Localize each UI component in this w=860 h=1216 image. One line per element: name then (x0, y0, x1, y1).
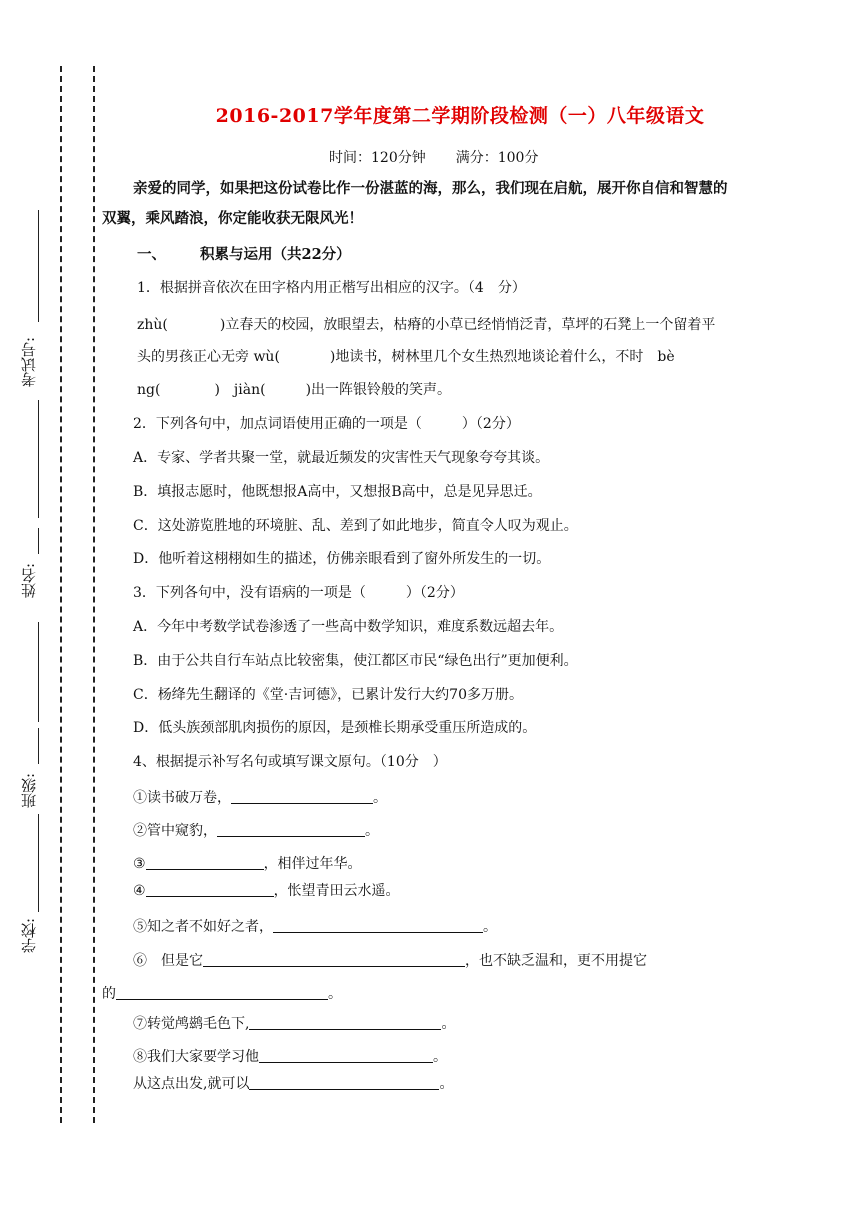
q2-option-b: B．填报志愿时，他既想报A高中，又想报B高中，总是见异思迁。 (133, 484, 542, 500)
q4-item-8-cont (133, 1073, 453, 1093)
q2-stem (133, 413, 520, 433)
exam-no-blank-lower[interactable] (38, 400, 39, 518)
q4-item-2 (133, 820, 379, 840)
q4-item-1 (133, 787, 387, 807)
q4-item-6-cont (102, 983, 342, 1003)
q4-item-1-blank[interactable] (231, 789, 373, 804)
q1-text-2: )地读书，树林里几个女生热烈地谈论着什么，不时 bè (329, 349, 675, 365)
q4-item-7 (133, 1013, 455, 1033)
q1-text-1: )立春天的校园，放眼望去，枯瘠的小草已经悄悄泛青，草坪的石凳上一个留着平 (219, 317, 716, 333)
q4-item-3-end: ，相伴过年华。 (263, 856, 362, 872)
q4-stem: 4、根据提示补写名句或填写课文原句。（10分 ） (133, 754, 447, 770)
name-blank[interactable] (38, 528, 39, 554)
q3-points: ）（2分） (405, 585, 464, 601)
exam-meta (329, 147, 538, 167)
q4-item-4-end: ，怅望青田云水遥。 (273, 883, 400, 899)
q1-pinyin-zhu: zhù( (137, 317, 168, 333)
q3-option-d: D．低头族颈部肌肉损伤的原因，是颈椎长期承受重压所造成的。 (133, 720, 537, 736)
q4-item-8-end-2: 。 (439, 1076, 454, 1092)
exam-title: 2016-2017学年度第二学期阶段检测（一）八年级语文 (215, 105, 705, 127)
q4-item-5-end: 。 (483, 919, 497, 935)
q1-pinyin-jian: ) jiàn( (214, 382, 266, 398)
q4-item-2-prompt: ②管中窥豹， (133, 823, 217, 839)
q3-option-b: B．由于公共自行车站点比较密集，使江都区市民“绿色出行”更加便利。 (133, 653, 578, 669)
intro-line-2: 双翼，乘风踏浪，你定能收获无限风光！ (102, 210, 363, 227)
section-1-number: 一、 (137, 246, 166, 263)
q3-option-a: A．今年中考数学试卷渗透了一些高中数学知识，难度系数远超去年。 (133, 619, 564, 635)
q4-item-6-prompt: ⑥ 但是它 (133, 953, 203, 969)
school-blank[interactable] (38, 860, 39, 908)
q1-pinyin-wu: 头的男孩正心无旁 wù( (137, 349, 280, 365)
class-blank[interactable] (38, 728, 39, 764)
q4-item-8-end-1: 。 (433, 1049, 447, 1065)
q4-item-8-cont-prompt: 从这点出发,就可以 (133, 1076, 250, 1092)
q3-option-c: C．杨绛先生翻译的《堂·吉诃德》，已累计发行大约70多万册。 (133, 687, 523, 703)
q4-item-1-end: 。 (373, 790, 387, 806)
q4-item-8-blank-2[interactable] (249, 1075, 439, 1090)
q4-item-6-blank-2[interactable] (116, 985, 328, 1000)
binding-dashed-line-inner (93, 66, 95, 1123)
q4-item-5-blank[interactable] (273, 918, 483, 933)
q2-option-c: C．这处游览胜地的环境脏、乱、差到了如此地步，简直令人叹为观止。 (133, 518, 578, 534)
q4-item-6 (133, 950, 647, 970)
q4-item-3-prompt: ③ (133, 856, 146, 872)
q2-stem-text: 2．下列各句中，加点词语使用正确的一项是（ (133, 416, 422, 432)
q4-item-4 (133, 880, 400, 900)
q2-option-d: D．他听着这栩栩如生的描述，仿佛亲眼看到了窗外所发生的一切。 (133, 551, 551, 567)
q4-item-1-prompt: ①读书破万卷， (133, 790, 231, 806)
intro-line-1: 亲爱的同学，如果把这份试卷比作一份湛蓝的海，那么，我们现在启航，展开你自信和智慧的 (133, 180, 728, 197)
section-1-title: 积累与运用（共22分） (200, 246, 351, 263)
q4-item-8-prompt: ⑧我们大家要学习他 (133, 1049, 259, 1065)
q1-line-2 (137, 346, 675, 366)
q2-points: ）（2分） (461, 416, 520, 432)
exam-time: 时间：120分钟 (329, 150, 426, 166)
exam-no-blank[interactable] (38, 210, 39, 322)
q1-stem: 1．根据拼音依次在田字格内用正楷写出相应的汉字。（4 分） (137, 280, 526, 296)
q4-item-8-blank-1[interactable] (259, 1048, 433, 1063)
q3-stem (133, 582, 464, 602)
q3-stem-text: 3．下列各句中，没有语病的一项是（ (133, 585, 366, 601)
q4-item-7-end: 。 (441, 1016, 456, 1032)
q4-item-2-blank[interactable] (217, 822, 365, 837)
q4-item-7-prompt: ⑦转觉鸬鹚毛色下, (133, 1016, 250, 1032)
q4-item-3-blank[interactable] (146, 855, 264, 870)
q4-item-6-blank-1[interactable] (203, 952, 465, 967)
q4-item-5-prompt: ⑤知之者不如好之者， (133, 919, 273, 935)
q4-item-7-blank[interactable] (249, 1015, 441, 1030)
binding-dashed-line-outer (60, 66, 62, 1123)
q4-item-8 (133, 1046, 447, 1066)
q4-item-6-middle: ，也不缺乏温和，更不用提它 (465, 953, 647, 969)
q4-item-4-blank[interactable] (146, 882, 274, 897)
q4-item-3 (133, 853, 362, 873)
exam-score: 满分：100分 (455, 150, 539, 166)
q4-item-2-end: 。 (365, 823, 379, 839)
q4-item-6-end: 。 (328, 986, 342, 1002)
q2-option-a: A．专家、学者共聚一堂，就最近频发的灾害性天气现象夸夸其谈。 (133, 450, 550, 466)
q1-line-3 (137, 379, 451, 399)
q1-line-1 (137, 314, 715, 334)
q1-text-3: )出一阵银铃般的笑声。 (305, 382, 452, 398)
q4-item-5 (133, 916, 497, 936)
q1-pinyin-beng: ng( (137, 382, 161, 398)
exam-no-label: 考试号: (20, 336, 38, 388)
name-blank-lower[interactable] (38, 622, 39, 722)
school-label: 学校: (20, 917, 38, 953)
q4-item-4-prompt: ④ (133, 883, 146, 899)
name-label: 姓名: (20, 562, 38, 598)
q4-item-6-cont-prompt: 的 (102, 986, 116, 1002)
class-label: 班级: (20, 772, 38, 808)
section-1-heading (137, 243, 351, 264)
